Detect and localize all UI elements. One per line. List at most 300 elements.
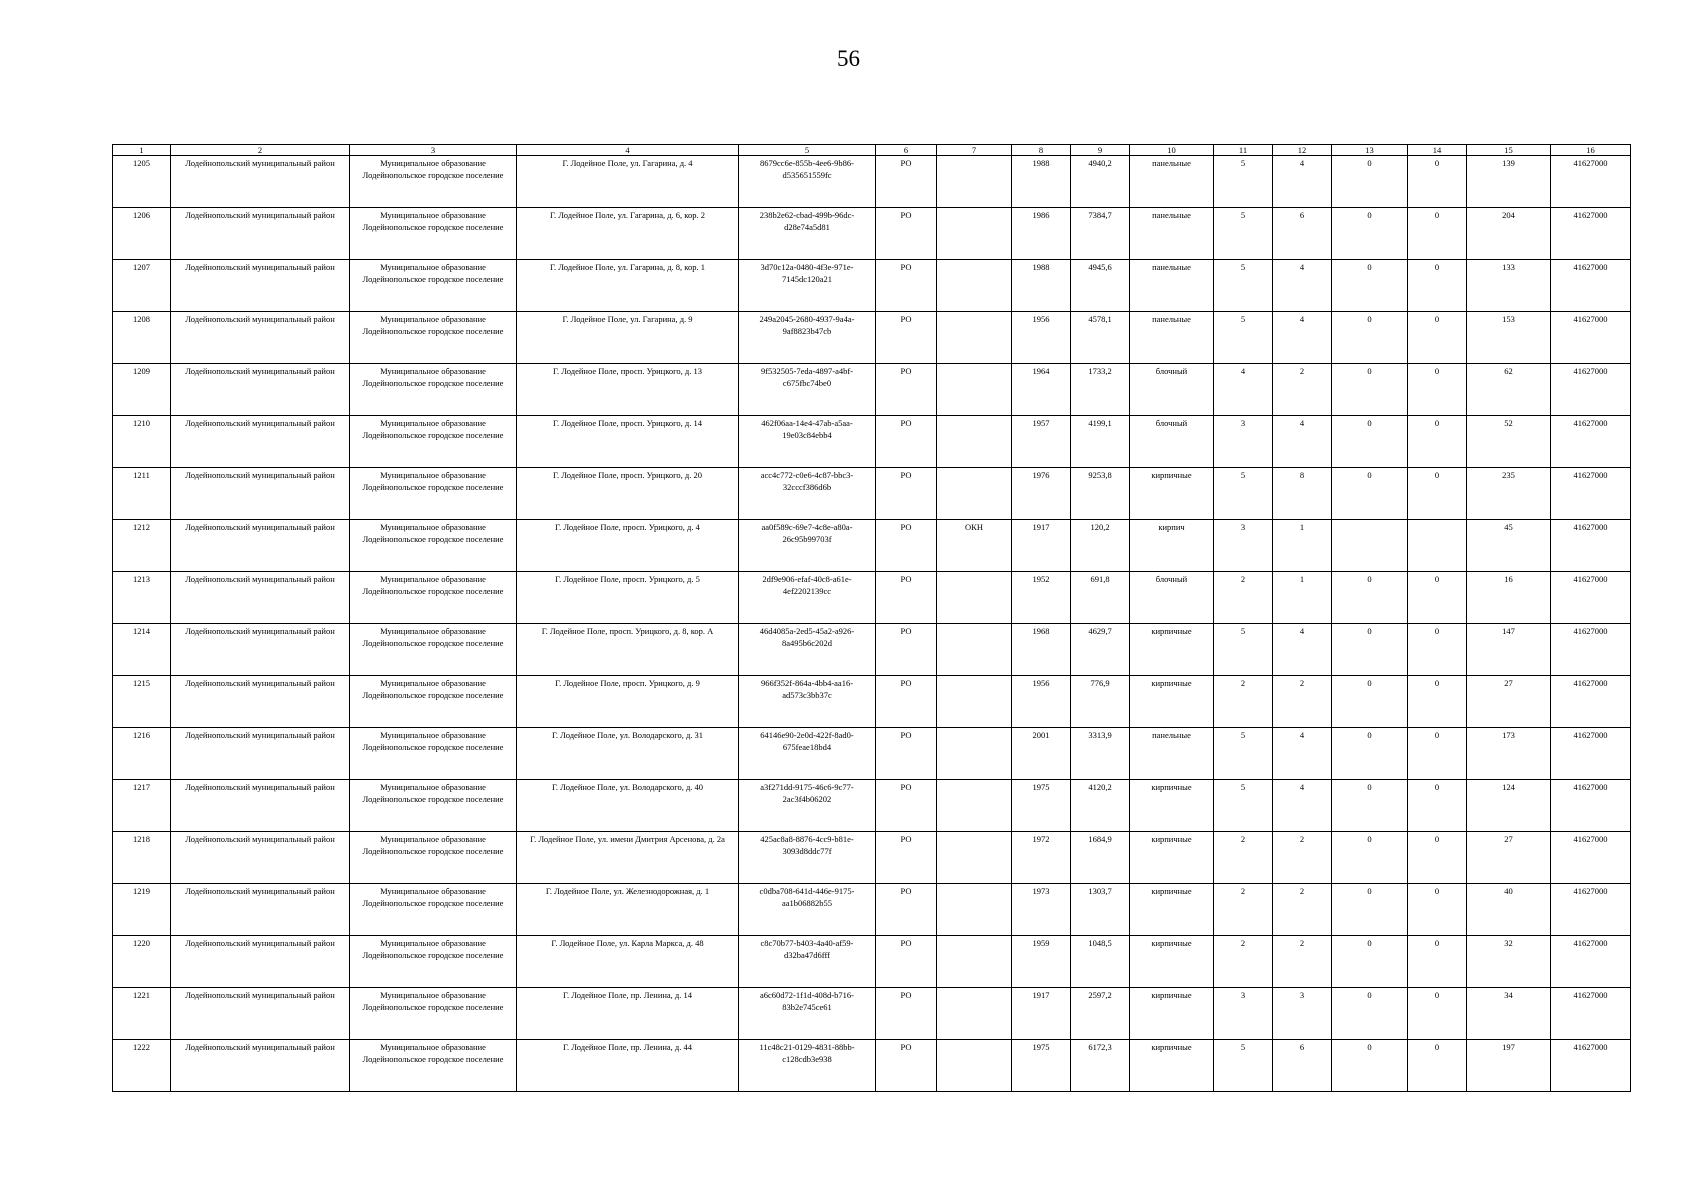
wall-material: кирпичные: [1130, 832, 1214, 884]
table-row: [113, 780, 1631, 832]
municipality: Муниципальное образование Лодейнопольское городское поселение: [350, 208, 517, 260]
cell-14: 0: [1408, 260, 1467, 312]
district: Лодейнопольский муниципальный район: [171, 728, 350, 780]
district: Лодейнопольский муниципальный район: [171, 884, 350, 936]
fias-id: c0dba708-641d-446e-9175-aa1b06882b55: [739, 884, 876, 936]
table-row: [113, 572, 1631, 624]
floors: 5: [1214, 260, 1273, 312]
address: Г. Лодейное Поле, ул. Гагарина, д. 4: [517, 156, 739, 208]
wall-material: панельные: [1130, 312, 1214, 364]
ro-mark: РО: [876, 260, 937, 312]
floors: 5: [1214, 312, 1273, 364]
wall-material: кирпичные: [1130, 676, 1214, 728]
municipality: Муниципальное образование Лодейнопольское городское поселение: [350, 624, 517, 676]
year-built: 1986: [1012, 208, 1071, 260]
table-row: [113, 364, 1631, 416]
cell-13: 0: [1332, 312, 1408, 364]
row-number: 1218: [113, 832, 171, 884]
table-row: [113, 468, 1631, 520]
cell-14: 0: [1408, 988, 1467, 1040]
cell-14: 0: [1408, 780, 1467, 832]
municipality: Муниципальное образование Лодейнопольское городское поселение: [350, 832, 517, 884]
floors: 5: [1214, 156, 1273, 208]
municipality: Муниципальное образование Лодейнопольское городское поселение: [350, 936, 517, 988]
cell-14: [1408, 520, 1467, 572]
table-header: [113, 145, 1631, 156]
residents: 52: [1467, 416, 1551, 468]
row-number: 1207: [113, 260, 171, 312]
entrances: 3: [1273, 988, 1332, 1040]
cell-13: 0: [1332, 780, 1408, 832]
address: Г. Лодейное Поле, просп. Урицкого, д. 13: [517, 364, 739, 416]
entrances: 6: [1273, 208, 1332, 260]
okn-mark: [937, 988, 1012, 1040]
residents: 45: [1467, 520, 1551, 572]
row-number: 1213: [113, 572, 171, 624]
ro-mark: РО: [876, 468, 937, 520]
row-number: 1208: [113, 312, 171, 364]
page-number: 56: [837, 46, 860, 71]
entrances: 4: [1273, 780, 1332, 832]
okn-mark: [937, 156, 1012, 208]
fias-id: a3f271dd-9175-46c6-9c77-2ac3f4b06202: [739, 780, 876, 832]
fias-id: c8c70b77-b403-4a40-af59-d32ba47d6fff: [739, 936, 876, 988]
address: Г. Лодейное Поле, пр. Ленина, д. 14: [517, 988, 739, 1040]
cell-13: 0: [1332, 936, 1408, 988]
address: Г. Лодейное Поле, пр. Ленина, д. 44: [517, 1040, 739, 1092]
floors: 5: [1214, 1040, 1273, 1092]
district: Лодейнопольский муниципальный район: [171, 780, 350, 832]
area: 6172,3: [1071, 1040, 1130, 1092]
year-built: 1952: [1012, 572, 1071, 624]
cell-14: 0: [1408, 364, 1467, 416]
floors: 5: [1214, 208, 1273, 260]
cell-14: 0: [1408, 416, 1467, 468]
area: 4940,2: [1071, 156, 1130, 208]
address: Г. Лодейное Поле, просп. Урицкого, д. 9: [517, 676, 739, 728]
cell-14: 0: [1408, 468, 1467, 520]
cell-13: 0: [1332, 364, 1408, 416]
address: Г. Лодейное Поле, просп. Урицкого, д. 5: [517, 572, 739, 624]
fias-id: 3d70c12a-0480-4f3e-971e-7145dc120a21: [739, 260, 876, 312]
floors: 3: [1214, 416, 1273, 468]
entrances: 2: [1273, 884, 1332, 936]
table-row: [113, 832, 1631, 884]
table-row: [113, 416, 1631, 468]
table-row: [113, 156, 1631, 208]
okn-mark: [937, 832, 1012, 884]
area: 3313,9: [1071, 728, 1130, 780]
address: Г. Лодейное Поле, просп. Урицкого, д. 20: [517, 468, 739, 520]
residents: 197: [1467, 1040, 1551, 1092]
district: Лодейнопольский муниципальный район: [171, 936, 350, 988]
row-number: 1206: [113, 208, 171, 260]
floors: 2: [1214, 572, 1273, 624]
column-header-4: 4: [517, 145, 739, 156]
cell-13: 0: [1332, 468, 1408, 520]
residents: 27: [1467, 676, 1551, 728]
address: Г. Лодейное Поле, ул. Володарского, д. 31: [517, 728, 739, 780]
district: Лодейнопольский муниципальный район: [171, 676, 350, 728]
ro-mark: РО: [876, 936, 937, 988]
residents: 235: [1467, 468, 1551, 520]
fias-id: a6c60d72-1f1d-408d-b716-83b2e745ce61: [739, 988, 876, 1040]
wall-material: кирпичные: [1130, 624, 1214, 676]
address: Г. Лодейное Поле, ул. Железнодорожная, д. 1: [517, 884, 739, 936]
address: Г. Лодейное Поле, просп. Урицкого, д. 8, кор. А: [517, 624, 739, 676]
cell-13: 0: [1332, 676, 1408, 728]
residents: 204: [1467, 208, 1551, 260]
cell-13: 0: [1332, 156, 1408, 208]
okn-mark: [937, 572, 1012, 624]
wall-material: панельные: [1130, 156, 1214, 208]
year-built: 1956: [1012, 312, 1071, 364]
entrances: 4: [1273, 624, 1332, 676]
year-built: 1964: [1012, 364, 1071, 416]
residents: 124: [1467, 780, 1551, 832]
residents: 139: [1467, 156, 1551, 208]
column-header-14: 14: [1408, 145, 1467, 156]
area: 1733,2: [1071, 364, 1130, 416]
cell-13: 0: [1332, 260, 1408, 312]
year-built: 2001: [1012, 728, 1071, 780]
year-built: 1975: [1012, 780, 1071, 832]
housing-registry-table: [112, 144, 1631, 1092]
district: Лодейнопольский муниципальный район: [171, 832, 350, 884]
entrances: 2: [1273, 676, 1332, 728]
district: Лодейнопольский муниципальный район: [171, 156, 350, 208]
table-row: [113, 624, 1631, 676]
oktmo-code: 41627000: [1551, 936, 1631, 988]
year-built: 1959: [1012, 936, 1071, 988]
residents: 40: [1467, 884, 1551, 936]
table-row: [113, 312, 1631, 364]
oktmo-code: 41627000: [1551, 312, 1631, 364]
area: 1303,7: [1071, 884, 1130, 936]
area: 4120,2: [1071, 780, 1130, 832]
area: 7384,7: [1071, 208, 1130, 260]
oktmo-code: 41627000: [1551, 1040, 1631, 1092]
district: Лодейнопольский муниципальный район: [171, 364, 350, 416]
entrances: 1: [1273, 520, 1332, 572]
ro-mark: РО: [876, 1040, 937, 1092]
row-number: 1210: [113, 416, 171, 468]
oktmo-code: 41627000: [1551, 520, 1631, 572]
column-header-6: 6: [876, 145, 937, 156]
year-built: 1975: [1012, 1040, 1071, 1092]
oktmo-code: 41627000: [1551, 780, 1631, 832]
area: 4199,1: [1071, 416, 1130, 468]
column-header-1: 1: [113, 145, 171, 156]
year-built: 1917: [1012, 988, 1071, 1040]
municipality: Муниципальное образование Лодейнопольское городское поселение: [350, 520, 517, 572]
entrances: 4: [1273, 312, 1332, 364]
wall-material: кирпичные: [1130, 936, 1214, 988]
floors: 5: [1214, 780, 1273, 832]
cell-13: 0: [1332, 832, 1408, 884]
fias-id: aa0f589c-69e7-4c8e-a80a-26c95b99703f: [739, 520, 876, 572]
cell-13: 0: [1332, 208, 1408, 260]
municipality: Муниципальное образование Лодейнопольское городское поселение: [350, 260, 517, 312]
residents: 133: [1467, 260, 1551, 312]
municipality: Муниципальное образование Лодейнопольское городское поселение: [350, 416, 517, 468]
oktmo-code: 41627000: [1551, 416, 1631, 468]
fias-id: 11c48c21-0129-4831-88bb-c128cdb3e938: [739, 1040, 876, 1092]
area: 1684,9: [1071, 832, 1130, 884]
fias-id: 64146e90-2e0d-422f-8ad0-675feae18bd4: [739, 728, 876, 780]
column-header-12: 12: [1273, 145, 1332, 156]
oktmo-code: 41627000: [1551, 676, 1631, 728]
district: Лодейнопольский муниципальный район: [171, 208, 350, 260]
column-header-2: 2: [171, 145, 350, 156]
cell-13: 0: [1332, 728, 1408, 780]
entrances: 4: [1273, 260, 1332, 312]
district: Лодейнопольский муниципальный район: [171, 624, 350, 676]
table-row: [113, 520, 1631, 572]
column-header-13: 13: [1332, 145, 1408, 156]
year-built: 1917: [1012, 520, 1071, 572]
cell-14: 0: [1408, 624, 1467, 676]
oktmo-code: 41627000: [1551, 728, 1631, 780]
district: Лодейнопольский муниципальный район: [171, 988, 350, 1040]
ro-mark: РО: [876, 676, 937, 728]
wall-material: кирпичные: [1130, 780, 1214, 832]
area: 1048,5: [1071, 936, 1130, 988]
municipality: Муниципальное образование Лодейнопольское городское поселение: [350, 572, 517, 624]
area: 9253,8: [1071, 468, 1130, 520]
address: Г. Лодейное Поле, просп. Урицкого, д. 14: [517, 416, 739, 468]
fias-id: 2df9e906-efaf-40c8-a61e-4ef2202139cc: [739, 572, 876, 624]
cell-14: 0: [1408, 572, 1467, 624]
district: Лодейнопольский муниципальный район: [171, 416, 350, 468]
floors: 5: [1214, 468, 1273, 520]
okn-mark: [937, 208, 1012, 260]
wall-material: блочный: [1130, 572, 1214, 624]
row-number: 1211: [113, 468, 171, 520]
cell-14: 0: [1408, 936, 1467, 988]
row-number: 1219: [113, 884, 171, 936]
residents: 173: [1467, 728, 1551, 780]
cell-14: 0: [1408, 884, 1467, 936]
table-row: [113, 728, 1631, 780]
oktmo-code: 41627000: [1551, 208, 1631, 260]
ro-mark: РО: [876, 884, 937, 936]
district: Лодейнопольский муниципальный район: [171, 468, 350, 520]
municipality: Муниципальное образование Лодейнопольское городское поселение: [350, 884, 517, 936]
wall-material: кирпич: [1130, 520, 1214, 572]
wall-material: блочный: [1130, 364, 1214, 416]
okn-mark: [937, 416, 1012, 468]
wall-material: кирпичные: [1130, 988, 1214, 1040]
ro-mark: РО: [876, 364, 937, 416]
fias-id: acc4c772-c0e6-4c87-bbc3-32cccf386d6b: [739, 468, 876, 520]
entrances: 4: [1273, 416, 1332, 468]
ro-mark: РО: [876, 416, 937, 468]
column-header-9: 9: [1071, 145, 1130, 156]
okn-mark: [937, 728, 1012, 780]
area: 776,9: [1071, 676, 1130, 728]
row-number: 1205: [113, 156, 171, 208]
entrances: 8: [1273, 468, 1332, 520]
row-number: 1216: [113, 728, 171, 780]
cell-13: 0: [1332, 988, 1408, 1040]
cell-13: 0: [1332, 624, 1408, 676]
column-header-5: 5: [739, 145, 876, 156]
ro-mark: РО: [876, 624, 937, 676]
entrances: 4: [1273, 728, 1332, 780]
address: Г. Лодейное Поле, ул. Гагарина, д. 8, кор. 1: [517, 260, 739, 312]
address: Г. Лодейное Поле, просп. Урицкого, д. 4: [517, 520, 739, 572]
cell-14: 0: [1408, 832, 1467, 884]
row-number: 1209: [113, 364, 171, 416]
oktmo-code: 41627000: [1551, 260, 1631, 312]
entrances: 1: [1273, 572, 1332, 624]
floors: 3: [1214, 988, 1273, 1040]
wall-material: панельные: [1130, 260, 1214, 312]
residents: 147: [1467, 624, 1551, 676]
district: Лодейнопольский муниципальный район: [171, 260, 350, 312]
column-header-15: 15: [1467, 145, 1551, 156]
table-row: [113, 936, 1631, 988]
fias-id: 238b2e62-cbad-499b-96dc-d28e74a5d81: [739, 208, 876, 260]
table-row: [113, 676, 1631, 728]
oktmo-code: 41627000: [1551, 884, 1631, 936]
area: 4578,1: [1071, 312, 1130, 364]
okn-mark: [937, 624, 1012, 676]
fias-id: 249a2045-2680-4937-9a4a-9af8823b47cb: [739, 312, 876, 364]
ro-mark: РО: [876, 728, 937, 780]
cell-14: 0: [1408, 312, 1467, 364]
row-number: 1222: [113, 1040, 171, 1092]
row-number: 1217: [113, 780, 171, 832]
residents: 16: [1467, 572, 1551, 624]
column-header-16: 16: [1551, 145, 1631, 156]
fias-id: 8679cc6e-855b-4ee6-9b86-d535651559fc: [739, 156, 876, 208]
cell-13: 0: [1332, 884, 1408, 936]
municipality: Муниципальное образование Лодейнопольское городское поселение: [350, 988, 517, 1040]
fias-id: 9f532505-7eda-4897-a4bf-c675fbc74be0: [739, 364, 876, 416]
ro-mark: РО: [876, 572, 937, 624]
oktmo-code: 41627000: [1551, 988, 1631, 1040]
municipality: Муниципальное образование Лодейнопольское городское поселение: [350, 364, 517, 416]
residents: 34: [1467, 988, 1551, 1040]
year-built: 1956: [1012, 676, 1071, 728]
table-row: [113, 208, 1631, 260]
column-header-11: 11: [1214, 145, 1273, 156]
floors: 2: [1214, 676, 1273, 728]
year-built: 1968: [1012, 624, 1071, 676]
year-built: 1976: [1012, 468, 1071, 520]
cell-14: 0: [1408, 208, 1467, 260]
entrances: 2: [1273, 936, 1332, 988]
table-row: [113, 1040, 1631, 1092]
address: Г. Лодейное Поле, ул. имени Дмитрия Арсенова, д. 2а: [517, 832, 739, 884]
year-built: 1988: [1012, 260, 1071, 312]
residents: 153: [1467, 312, 1551, 364]
year-built: 1972: [1012, 832, 1071, 884]
column-header-7: 7: [937, 145, 1012, 156]
column-header-3: 3: [350, 145, 517, 156]
header-row: [113, 145, 1631, 156]
column-header-10: 10: [1130, 145, 1214, 156]
municipality: Муниципальное образование Лодейнопольское городское поселение: [350, 728, 517, 780]
wall-material: панельные: [1130, 728, 1214, 780]
wall-material: панельные: [1130, 208, 1214, 260]
row-number: 1221: [113, 988, 171, 1040]
cell-14: 0: [1408, 156, 1467, 208]
fias-id: 462f06aa-14e4-47ab-a5aa-19e03c84ebb4: [739, 416, 876, 468]
address: Г. Лодейное Поле, ул. Карла Маркса, д. 48: [517, 936, 739, 988]
floors: 5: [1214, 728, 1273, 780]
floors: 5: [1214, 624, 1273, 676]
table-row: [113, 884, 1631, 936]
cell-14: 0: [1408, 728, 1467, 780]
wall-material: кирпичные: [1130, 884, 1214, 936]
year-built: 1973: [1012, 884, 1071, 936]
area: 120,2: [1071, 520, 1130, 572]
okn-mark: [937, 676, 1012, 728]
floors: 2: [1214, 884, 1273, 936]
fias-id: 425ac8a8-8876-4cc9-b81e-3093d8ddc77f: [739, 832, 876, 884]
residents: 27: [1467, 832, 1551, 884]
municipality: Муниципальное образование Лодейнопольское городское поселение: [350, 312, 517, 364]
address: Г. Лодейное Поле, ул. Гагарина, д. 9: [517, 312, 739, 364]
cell-13: 0: [1332, 572, 1408, 624]
row-number: 1214: [113, 624, 171, 676]
year-built: 1957: [1012, 416, 1071, 468]
row-number: 1215: [113, 676, 171, 728]
ro-mark: РО: [876, 988, 937, 1040]
fias-id: 46d4085a-2ed5-45a2-a926-8a495b6c202d: [739, 624, 876, 676]
okn-mark: [937, 936, 1012, 988]
municipality: Муниципальное образование Лодейнопольское городское поселение: [350, 468, 517, 520]
wall-material: кирпичные: [1130, 468, 1214, 520]
floors: 2: [1214, 832, 1273, 884]
address: Г. Лодейное Поле, ул. Володарского, д. 40: [517, 780, 739, 832]
district: Лодейнопольский муниципальный район: [171, 520, 350, 572]
floors: 3: [1214, 520, 1273, 572]
cell-13: 0: [1332, 416, 1408, 468]
entrances: 4: [1273, 156, 1332, 208]
cell-13: 0: [1332, 1040, 1408, 1092]
okn-mark: [937, 312, 1012, 364]
ro-mark: РО: [876, 832, 937, 884]
district: Лодейнопольский муниципальный район: [171, 312, 350, 364]
column-header-8: 8: [1012, 145, 1071, 156]
table-row: [113, 260, 1631, 312]
oktmo-code: 41627000: [1551, 468, 1631, 520]
oktmo-code: 41627000: [1551, 156, 1631, 208]
oktmo-code: 41627000: [1551, 364, 1631, 416]
okn-mark: [937, 364, 1012, 416]
municipality: Муниципальное образование Лодейнопольское городское поселение: [350, 780, 517, 832]
residents: 32: [1467, 936, 1551, 988]
oktmo-code: 41627000: [1551, 624, 1631, 676]
ro-mark: РО: [876, 780, 937, 832]
cell-14: 0: [1408, 676, 1467, 728]
district: Лодейнопольский муниципальный район: [171, 572, 350, 624]
municipality: Муниципальное образование Лодейнопольское городское поселение: [350, 676, 517, 728]
area: 4945,6: [1071, 260, 1130, 312]
area: 2597,2: [1071, 988, 1130, 1040]
cell-13: [1332, 520, 1408, 572]
entrances: 6: [1273, 1040, 1332, 1092]
area: 4629,7: [1071, 624, 1130, 676]
okn-mark: [937, 468, 1012, 520]
okn-mark: [937, 884, 1012, 936]
okn-mark: ОКН: [937, 520, 1012, 572]
wall-material: блочный: [1130, 416, 1214, 468]
